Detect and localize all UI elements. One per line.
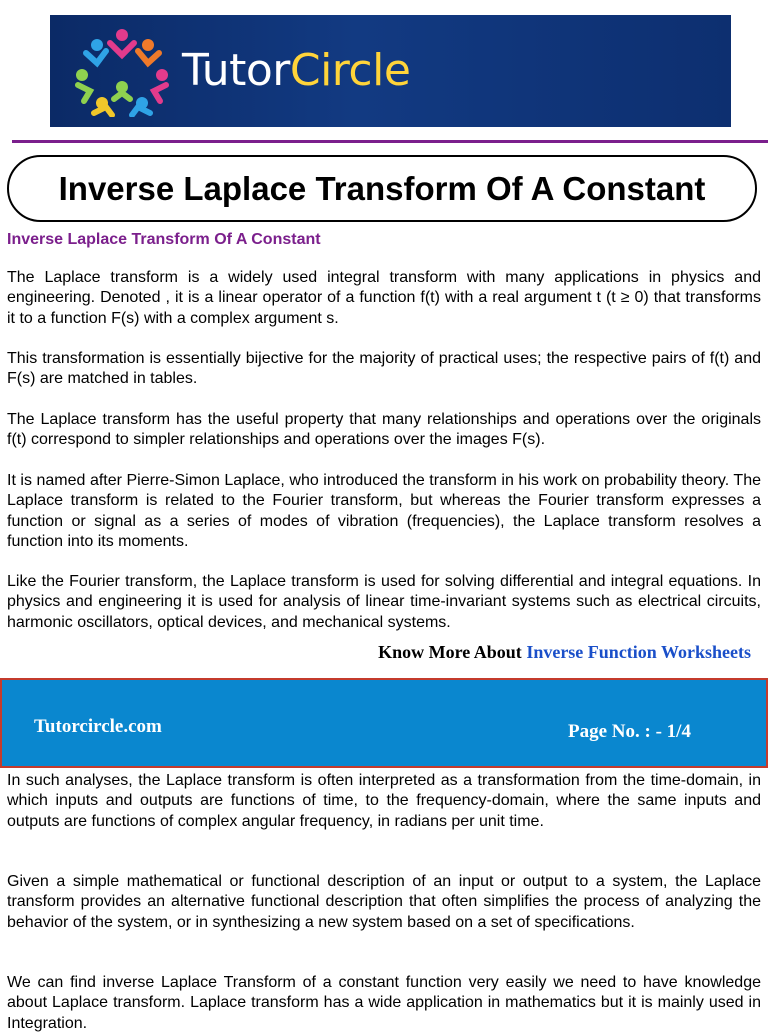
logo-word-tutor: Tutor <box>182 45 290 96</box>
page-title: Inverse Laplace Transform Of A Constant <box>58 169 706 207</box>
page-footer-bar <box>0 678 768 768</box>
title-box <box>7 155 757 222</box>
paragraph-1: The Laplace transform is a widely used integral transform with many applications in physics and engineering. Denoted , it is a linear operator of a function f(t) with a real argument t (t ≥ 0) that transforms it to a function F(s) with a complex argument s. <box>7 269 761 327</box>
know-more-line <box>378 641 751 663</box>
paragraph-6: In such analyses, the Laplace transform is often interpreted as a transformation from the time-domain, in which inputs and outputs are functions of time, to the frequency-domain, where the same inputs and outputs are functions of complex angular frequency, in radians per unit time. <box>7 772 761 830</box>
paragraph-4: It is named after Pierre-Simon Laplace, who introduced the transform in his work on probability theory. The Laplace transform is related to the Fourier transform, but whereas the Fourier transform expresses a function or signal as a series of modes of vibration (frequencies), the Laplace transform resolves a function into its moments. <box>7 472 761 551</box>
section-subheading: Inverse Laplace Transform Of A Constant <box>7 231 321 248</box>
paragraph-3: The Laplace transform has the useful property that many relationships and operations over the originals f(t) correspond to simpler relationships and operations over the images F(s). <box>7 411 761 449</box>
footer-site-name: Tutorcircle.com <box>34 716 162 737</box>
header-divider <box>12 140 768 143</box>
logo-wordmark <box>182 45 410 97</box>
logo-word-circle: Circle <box>289 45 411 96</box>
paragraph-5: Like the Fourier transform, the Laplace transform is used for solving differential and integral equations. In physics and engineering it is used for analysis of linear time-invariant systems such as electrical circuits, harmonic oscillators, optical devices, and mechanical systems. <box>7 573 761 631</box>
inverse-function-worksheets-link[interactable]: Inverse Function Worksheets <box>526 642 751 662</box>
paragraph-8: We can find inverse Laplace Transform of a constant function very easily we need to have knowledge about Laplace transform. Laplace transform has a wide application in mathematics but it is mainly used in Integration. <box>7 974 761 1032</box>
paragraph-7: Given a simple mathematical or functional description of an input or output to a system, the Laplace transform provides an alternative functional description that often simplifies the process of analyzing the behavior of the system, or in synthesizing a new system based on a set of specifications. <box>7 873 761 931</box>
footer-page-number: Page No. : - 1/4 <box>568 721 691 742</box>
header-banner <box>50 15 731 127</box>
paragraph-2: This transformation is essentially bijective for the majority of practical uses; the respective pairs of f(t) and F(s) are matched in tables. <box>7 350 761 388</box>
know-more-prefix: Know More About <box>378 642 522 662</box>
people-circle-logo-icon <box>72 25 172 117</box>
